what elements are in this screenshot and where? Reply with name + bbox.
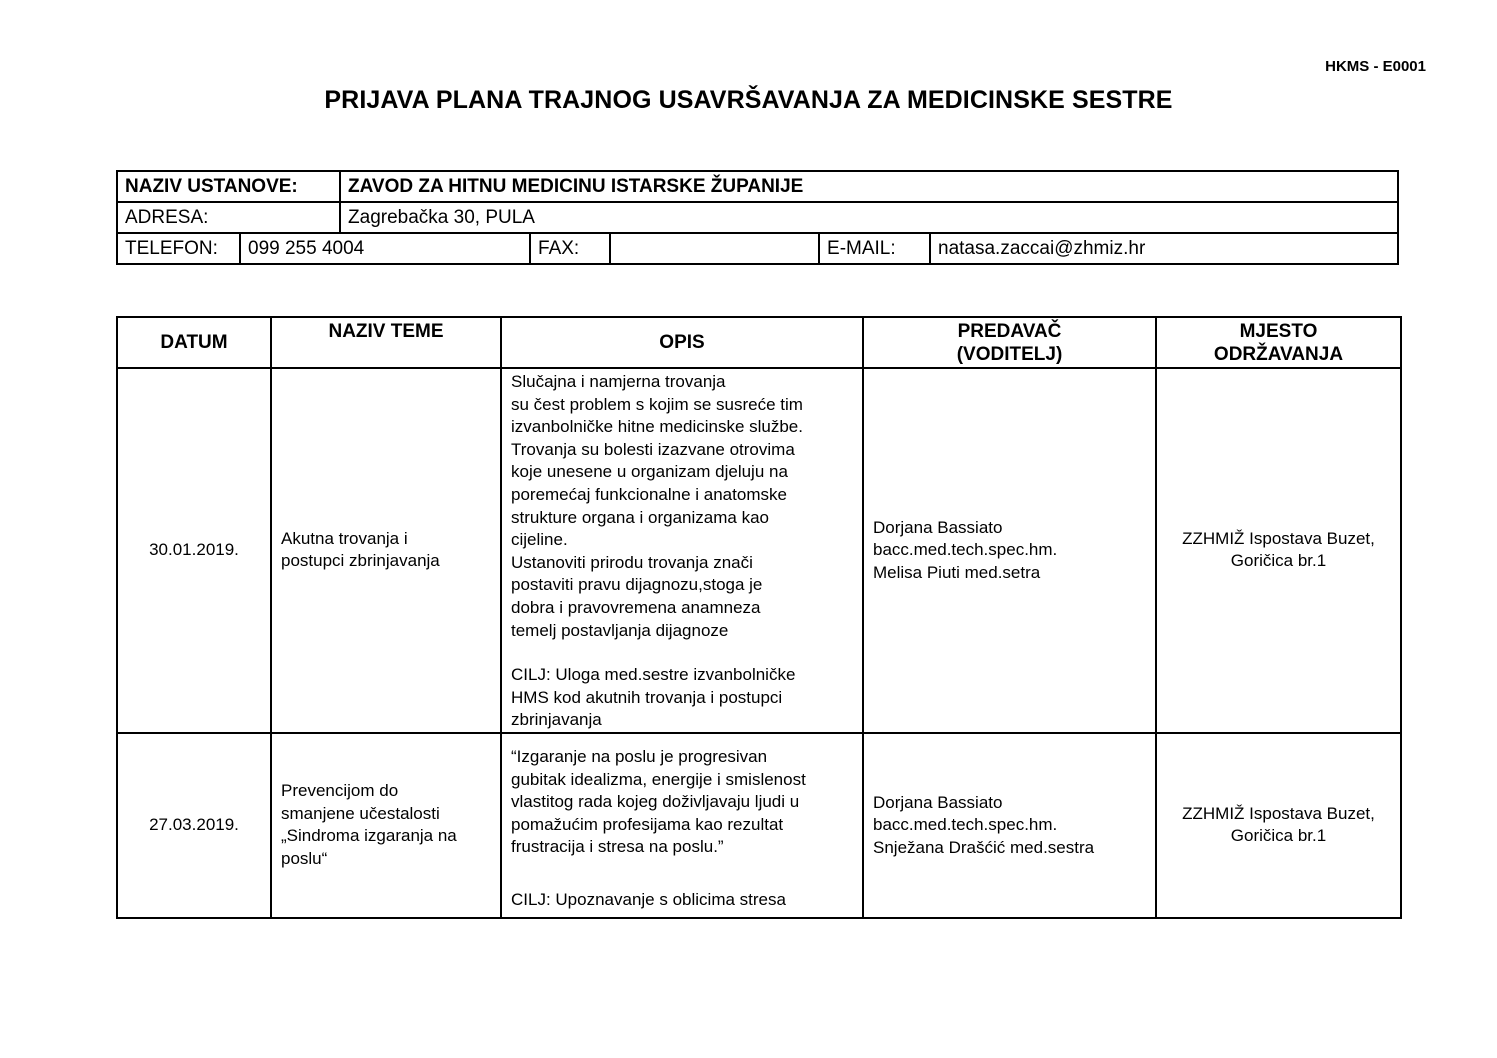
goal-line: HMS kod akutnih trovanja i postupci: [511, 687, 783, 707]
row-description: [501, 733, 863, 918]
place-line: ZZHMIŽ Ispostava Buzet,: [1182, 528, 1375, 548]
topic-line: poslu“: [281, 849, 328, 868]
description-line: vlastitog rada kojeg doživljavaju ljudi u: [511, 792, 800, 812]
phone-value: 099 255 4004: [240, 233, 530, 264]
fax-label: FAX:: [530, 233, 610, 264]
description-line: dobra i pravovremena anamneza: [511, 597, 761, 617]
row-topic: [271, 368, 501, 733]
table-row: [117, 368, 1401, 733]
description-line: postaviti pravu dijagnozu,stoga je: [511, 575, 763, 595]
topic-line: postupci zbrinjavanja: [281, 551, 440, 571]
paragraph-gap: [511, 642, 853, 664]
address-label: ADRESA:: [117, 202, 340, 233]
goal-line: zbrinjavanja: [511, 710, 602, 730]
description-line: frustracija i stresa na poslu.”: [511, 837, 724, 857]
description-line: cijeline.: [511, 530, 568, 550]
address-value: Zagrebačka 30, PULA: [340, 202, 1398, 233]
description-line: poremećaj funkcionalne i anatomske: [511, 484, 787, 504]
table-row: [117, 733, 1401, 918]
lecturer-line: Dorjana Bassiato: [873, 792, 1003, 812]
goal-line: CILJ: Uloga med.sestre izvanbolničke: [511, 665, 796, 685]
row-description: [501, 368, 863, 733]
lecturer-line: bacc.med.tech.spec.hm.: [873, 540, 1058, 560]
document-code: HKMS - E0001: [1325, 58, 1426, 75]
header-mjesto-line1: MJESTO: [1239, 320, 1318, 342]
description-line: Ustanoviti prirodu trovanja znači: [511, 552, 753, 572]
topic-line: smanjene učestalosti: [281, 803, 440, 823]
description-line: koje unesene u organizam djeluju na: [511, 462, 788, 482]
lecturer-line: Melisa Piuti med.setra: [873, 562, 1041, 582]
place-line: Goričica br.1: [1230, 551, 1327, 571]
document-title: PRIJAVA PLANA TRAJNOG USAVRŠAVANJA ZA MEDICINSKE SESTRE: [324, 86, 1173, 114]
topic-line: „Sindroma izgaranja na: [281, 826, 457, 846]
description-line: pomažućim profesijama kao rezultat: [511, 814, 784, 834]
description-line: su čest problem s kojim se susreće tim: [511, 394, 803, 414]
lecturer-line: bacc.med.tech.spec.hm.: [873, 815, 1058, 835]
description-line: temelj postavljanja dijagnoze: [511, 620, 729, 640]
institution-address-row: [117, 202, 1398, 233]
row-date: 27.03.2019.: [117, 733, 271, 918]
email-label: E-MAIL:: [819, 233, 930, 264]
institution-name-row: [117, 171, 1398, 202]
header-datum: DATUM: [117, 317, 271, 368]
education-plan-table: [116, 316, 1402, 919]
row-lecturers: [863, 733, 1156, 918]
row-place: [1156, 368, 1401, 733]
paragraph-gap: [511, 859, 853, 889]
row-lecturers: [863, 368, 1156, 733]
description-line: izvanbolničke hitne medicinske službe.: [511, 417, 803, 437]
institution-name-label: NAZIV USTANOVE:: [117, 171, 340, 202]
row-place: [1156, 733, 1401, 918]
institution-table: [116, 170, 1399, 265]
place-line: Goričica br.1: [1230, 826, 1327, 846]
description-line: Slučajna i namjerna trovanja: [511, 372, 726, 391]
description-line: gubitak idealizma, energije i smislenost: [511, 769, 806, 789]
institution-name-value: ZAVOD ZA HITNU MEDICINU ISTARSKE ŽUPANIJE: [340, 171, 1398, 202]
phone-label: TELEFON:: [117, 233, 240, 264]
header-opis: OPIS: [501, 317, 863, 368]
fax-value: [610, 233, 819, 264]
row-date: 30.01.2019.: [117, 368, 271, 733]
header-mjesto-line2: ODRŽAVANJA: [1213, 343, 1344, 365]
plan-header-row: [117, 317, 1401, 368]
description-line: “Izgaranje na poslu je progresivan: [511, 746, 768, 766]
header-predavac-line2: (VODITELJ): [956, 343, 1063, 365]
description-line: Trovanja su bolesti izazvane otrovima: [511, 439, 795, 459]
goal-line: CILJ: Upoznavanje s oblicima stresa: [511, 889, 786, 909]
header-predavac: [863, 317, 1156, 368]
topic-line: Prevencijom do: [281, 781, 399, 801]
lecturer-line: Snježana Drašćić med.sestra: [873, 837, 1095, 857]
description-line: strukture organa i organizama kao: [511, 507, 769, 527]
header-predavac-line1: PREDAVAČ: [957, 320, 1062, 342]
row-topic: [271, 733, 501, 918]
header-mjesto: [1156, 317, 1401, 368]
place-line: ZZHMIŽ Ispostava Buzet,: [1182, 803, 1375, 823]
email-value: natasa.zaccai@zhmiz.hr: [930, 233, 1398, 264]
topic-line: Akutna trovanja i: [281, 528, 408, 548]
institution-contact-row: [117, 233, 1398, 264]
header-naziv-teme: NAZIV TEME: [271, 317, 501, 368]
lecturer-line: Dorjana Bassiato: [873, 517, 1003, 537]
